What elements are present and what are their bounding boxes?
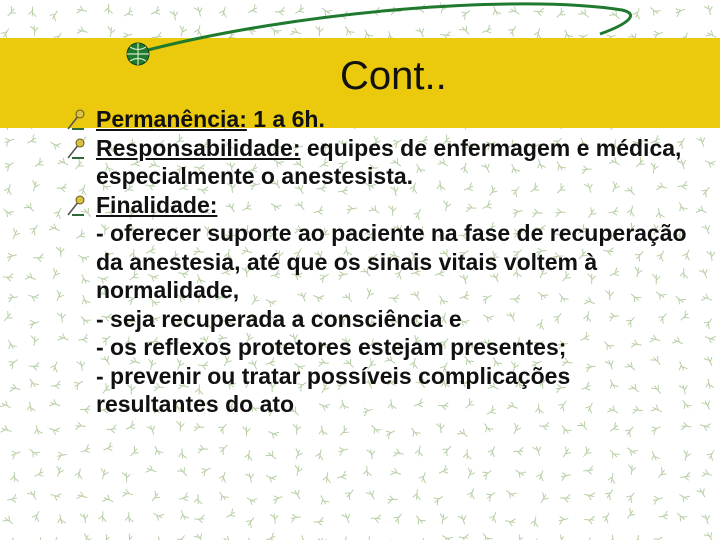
pattern-sprig bbox=[245, 494, 257, 506]
pattern-sprig bbox=[388, 495, 398, 503]
pattern-sprig bbox=[216, 490, 228, 503]
pattern-sprig bbox=[604, 487, 616, 500]
pattern-sprig bbox=[658, 511, 669, 521]
bullet-label: Permanência: bbox=[96, 106, 247, 132]
pattern-sprig bbox=[264, 533, 276, 540]
pattern-sprig bbox=[4, 183, 14, 195]
pattern-sprig bbox=[194, 515, 204, 523]
pattern-sprig bbox=[292, 448, 303, 460]
pattern-sprig bbox=[7, 356, 20, 369]
pattern-sprig bbox=[583, 490, 595, 500]
pattern-sprig bbox=[580, 446, 592, 459]
pattern-sprig bbox=[178, 448, 187, 459]
pattern-sprig bbox=[530, 516, 539, 527]
pattern-sprig bbox=[315, 448, 325, 459]
pattern-sprig bbox=[337, 537, 349, 540]
pattern-sprig bbox=[33, 254, 43, 262]
pattern-sprig bbox=[27, 446, 40, 458]
pattern-sprig bbox=[245, 472, 255, 484]
pattern-sprig bbox=[337, 425, 350, 438]
pattern-sprig bbox=[699, 421, 711, 431]
pattern-sprig bbox=[194, 532, 206, 540]
pattern-sprig bbox=[364, 536, 373, 540]
pattern-sprig bbox=[75, 422, 85, 431]
pattern-sprig bbox=[415, 445, 424, 456]
pattern-sprig bbox=[392, 511, 404, 524]
pattern-sprig bbox=[675, 510, 688, 523]
pattern-sprig bbox=[27, 489, 39, 502]
pattern-sprig bbox=[57, 312, 66, 323]
pattern-sprig bbox=[146, 465, 158, 476]
pattern-sprig bbox=[198, 445, 208, 453]
pattern-sprig bbox=[559, 423, 572, 436]
sub-item bbox=[96, 362, 696, 419]
pattern-sprig bbox=[539, 422, 549, 430]
pattern-sprig bbox=[53, 290, 64, 302]
pattern-sprig bbox=[624, 508, 636, 521]
pattern-sprig bbox=[74, 229, 87, 241]
pattern-sprig bbox=[706, 448, 718, 461]
pattern-sprig bbox=[200, 464, 213, 476]
pattern-sprig bbox=[8, 293, 19, 302]
pattern-sprig bbox=[3, 135, 15, 146]
pattern-sprig bbox=[480, 531, 493, 540]
pattern-sprig bbox=[1, 425, 13, 436]
pattern-sprig bbox=[438, 513, 448, 524]
pattern-sprig bbox=[601, 511, 613, 524]
sub-item bbox=[96, 305, 696, 334]
pattern-sprig bbox=[337, 445, 349, 456]
pattern-sprig bbox=[481, 421, 493, 434]
pattern-sprig bbox=[27, 291, 39, 302]
pattern-sprig bbox=[29, 362, 39, 370]
pattern-sprig bbox=[80, 533, 91, 540]
pattern-sprig bbox=[701, 513, 712, 525]
pattern-sprig bbox=[3, 273, 13, 282]
pattern-sprig bbox=[222, 535, 235, 540]
pattern-sprig bbox=[485, 489, 498, 501]
pattern-sprig bbox=[560, 471, 571, 481]
pattern-sprig bbox=[79, 294, 90, 306]
pin-icon bbox=[66, 109, 86, 131]
slide-content bbox=[96, 105, 696, 419]
pattern-sprig bbox=[336, 471, 348, 482]
pattern-sprig bbox=[32, 424, 42, 436]
pattern-sprig bbox=[390, 467, 402, 478]
sub-item bbox=[96, 219, 696, 305]
pattern-sprig bbox=[393, 449, 404, 459]
pattern-sprig bbox=[293, 465, 303, 476]
pattern-sprig bbox=[697, 136, 708, 148]
pattern-sprig bbox=[489, 511, 500, 523]
pattern-sprig bbox=[458, 533, 469, 540]
pattern-sprig bbox=[1, 311, 14, 324]
pattern-sprig bbox=[31, 510, 42, 522]
pattern-sprig bbox=[122, 472, 130, 482]
pattern-sprig bbox=[487, 445, 498, 457]
pattern-sprig bbox=[49, 491, 61, 502]
pattern-sprig bbox=[270, 513, 279, 524]
pattern-sprig bbox=[0, 400, 13, 412]
pattern-sprig bbox=[50, 536, 60, 540]
pattern-sprig bbox=[555, 534, 567, 540]
pattern-sprig bbox=[577, 420, 590, 433]
pattern-sprig bbox=[155, 536, 165, 540]
swoosh-decoration bbox=[0, 0, 720, 60]
pattern-sprig bbox=[77, 360, 87, 371]
sub-item-text: - oferecer suporte ao paciente na fase de recuperação da anestesia, até que os sinais vitais voltem à normalidade, bbox=[96, 220, 687, 303]
pattern-sprig bbox=[441, 444, 454, 457]
pattern-sprig bbox=[217, 421, 230, 434]
pattern-sprig bbox=[344, 487, 357, 500]
pattern-sprig bbox=[704, 531, 716, 540]
pattern-sprig bbox=[79, 444, 91, 455]
pattern-sprig bbox=[298, 534, 309, 540]
pattern-sprig bbox=[10, 448, 22, 459]
pattern-sprig bbox=[10, 384, 21, 394]
pattern-sprig bbox=[26, 401, 36, 412]
pattern-sprig bbox=[652, 494, 664, 505]
pattern-sprig bbox=[80, 513, 90, 524]
pattern-sprig bbox=[699, 267, 710, 279]
pattern-sprig bbox=[703, 316, 715, 329]
pattern-sprig bbox=[432, 493, 445, 505]
pattern-sprig bbox=[25, 135, 38, 147]
pattern-sprig bbox=[701, 399, 713, 412]
pattern-sprig bbox=[99, 468, 109, 480]
pattern-sprig bbox=[677, 491, 690, 503]
pattern-sprig bbox=[464, 468, 475, 480]
pattern-sprig bbox=[76, 252, 89, 264]
sub-item-text: - prevenir ou tratar possíveis complicações resultantes do ato bbox=[96, 362, 571, 417]
pattern-sprig bbox=[218, 442, 231, 455]
pattern-sprig bbox=[367, 449, 376, 460]
pattern-sprig bbox=[78, 313, 91, 326]
pattern-sprig bbox=[413, 489, 422, 500]
pattern-sprig bbox=[418, 471, 429, 483]
pattern-sprig bbox=[1, 206, 14, 218]
pattern-sprig bbox=[33, 468, 46, 480]
pattern-sprig bbox=[224, 509, 237, 521]
pattern-sprig bbox=[703, 157, 715, 168]
pattern-sprig bbox=[608, 534, 617, 540]
pattern-sprig bbox=[702, 469, 714, 479]
pattern-sprig bbox=[266, 450, 279, 463]
pattern-sprig bbox=[704, 378, 714, 389]
pattern-sprig bbox=[242, 426, 250, 436]
pattern-sprig bbox=[218, 471, 229, 483]
pattern-sprig bbox=[634, 535, 643, 540]
pattern-sprig bbox=[106, 425, 116, 434]
pattern-sprig bbox=[290, 513, 301, 523]
pattern-sprig bbox=[72, 378, 85, 390]
pattern-sprig bbox=[56, 513, 66, 525]
pattern-sprig bbox=[26, 376, 38, 389]
pattern-sprig bbox=[655, 467, 668, 480]
pattern-sprig bbox=[28, 318, 40, 329]
pattern-sprig bbox=[102, 442, 114, 453]
pattern-sprig bbox=[384, 427, 397, 439]
pattern-sprig bbox=[513, 467, 526, 479]
pattern-sprig bbox=[2, 515, 15, 527]
pattern-sprig bbox=[366, 489, 378, 502]
slide-title: Cont.. bbox=[340, 54, 447, 98]
pattern-sprig bbox=[272, 493, 284, 504]
pattern-sprig bbox=[147, 424, 158, 436]
pattern-sprig bbox=[9, 228, 20, 240]
pattern-sprig bbox=[513, 447, 523, 455]
pattern-sprig bbox=[50, 381, 61, 391]
pattern-sprig bbox=[30, 336, 39, 347]
pattern-sprig bbox=[293, 424, 301, 434]
pattern-sprig bbox=[408, 425, 420, 438]
pattern-sprig bbox=[244, 449, 253, 460]
pattern-sprig bbox=[176, 533, 188, 540]
pattern-sprig bbox=[72, 159, 85, 172]
pattern-sprig bbox=[363, 466, 372, 477]
pattern-sprig bbox=[194, 423, 204, 431]
pattern-sprig bbox=[607, 447, 620, 460]
pattern-sprig bbox=[80, 405, 90, 413]
pattern-sprig bbox=[123, 534, 136, 540]
pattern-sprig bbox=[536, 469, 547, 481]
pattern-sprig bbox=[124, 421, 137, 433]
pattern-sprig bbox=[707, 250, 716, 261]
pattern-sprig bbox=[313, 517, 324, 526]
pattern-sprig bbox=[504, 487, 517, 499]
pattern-sprig bbox=[583, 466, 594, 475]
pattern-sprig bbox=[178, 493, 190, 503]
pattern-sprig bbox=[608, 422, 621, 434]
pattern-sprig bbox=[467, 487, 478, 499]
pattern-sprig bbox=[607, 472, 617, 483]
pattern-sprig bbox=[413, 513, 426, 526]
pattern-sprig bbox=[538, 492, 550, 505]
pattern-sprig bbox=[30, 180, 41, 192]
pattern-sprig bbox=[10, 472, 19, 482]
pattern-sprig bbox=[24, 202, 37, 215]
pattern-sprig bbox=[78, 273, 90, 286]
pattern-sprig bbox=[317, 494, 329, 507]
pattern-sprig bbox=[504, 517, 515, 527]
pattern-sprig bbox=[625, 445, 638, 457]
pattern-sprig bbox=[700, 185, 712, 198]
pattern-sprig bbox=[560, 447, 572, 460]
pattern-sprig bbox=[78, 334, 90, 344]
pattern-sprig bbox=[701, 293, 713, 304]
pattern-sprig bbox=[625, 490, 637, 503]
pattern-sprig bbox=[5, 338, 17, 351]
bullet-label: Responsabilidade: bbox=[96, 134, 301, 161]
pattern-sprig bbox=[3, 159, 16, 171]
pattern-sprig bbox=[533, 445, 544, 457]
pattern-sprig bbox=[9, 536, 21, 540]
bullet-responsabilidade bbox=[96, 134, 696, 191]
pattern-sprig bbox=[291, 488, 303, 501]
pattern-sprig bbox=[48, 425, 60, 436]
pattern-sprig bbox=[98, 511, 107, 521]
sub-item bbox=[96, 333, 696, 362]
pattern-sprig bbox=[6, 251, 18, 261]
pattern-sprig bbox=[56, 246, 65, 257]
pattern-sprig bbox=[77, 491, 89, 501]
pattern-sprig bbox=[702, 223, 713, 235]
pattern-sprig bbox=[369, 422, 382, 435]
pattern-sprig bbox=[6, 494, 18, 504]
pattern-sprig bbox=[151, 510, 164, 522]
pattern-sprig bbox=[627, 465, 636, 476]
pattern-sprig bbox=[245, 515, 257, 528]
pattern-sprig bbox=[681, 422, 691, 431]
pattern-sprig bbox=[54, 466, 65, 478]
pattern-sprig bbox=[370, 514, 381, 523]
pattern-sprig bbox=[704, 333, 716, 344]
pattern-sprig bbox=[437, 465, 450, 477]
pattern-sprig bbox=[264, 472, 276, 483]
sub-item-text: - os reflexos protetores estejam presentes; bbox=[96, 334, 567, 360]
pattern-sprig bbox=[440, 532, 453, 540]
pattern-sprig bbox=[584, 516, 594, 525]
bullet-finalidade bbox=[96, 191, 696, 220]
pattern-sprig bbox=[194, 494, 202, 504]
pattern-sprig bbox=[457, 428, 470, 440]
pattern-sprig bbox=[178, 509, 189, 521]
pattern-sprig bbox=[122, 489, 133, 499]
pattern-sprig bbox=[56, 184, 66, 193]
pin-icon bbox=[66, 138, 86, 160]
pattern-sprig bbox=[680, 472, 691, 481]
pattern-sprig bbox=[56, 450, 67, 460]
pattern-sprig bbox=[74, 468, 84, 479]
bullet-label: Finalidade: bbox=[96, 191, 218, 218]
pattern-sprig bbox=[458, 514, 469, 526]
pattern-sprig bbox=[342, 512, 353, 524]
pattern-sprig bbox=[696, 487, 708, 500]
pattern-sprig bbox=[125, 512, 134, 523]
pattern-sprig bbox=[49, 139, 62, 151]
pattern-sprig bbox=[176, 421, 184, 431]
pattern-sprig bbox=[481, 467, 494, 479]
pattern-sprig bbox=[177, 466, 190, 479]
pattern-sprig bbox=[49, 399, 61, 410]
pattern-sprig bbox=[681, 450, 691, 462]
pattern-sprig bbox=[49, 268, 60, 280]
bullet-permanencia bbox=[96, 105, 696, 134]
bullet-text: equipes de enfermagem e médica, especialmente o anestesista. bbox=[96, 134, 682, 189]
pattern-sprig bbox=[652, 534, 665, 540]
pattern-sprig bbox=[28, 223, 40, 236]
pattern-sprig bbox=[151, 444, 163, 457]
pattern-sprig bbox=[100, 534, 113, 540]
pattern-sprig bbox=[25, 272, 37, 283]
globe-icon bbox=[124, 40, 152, 68]
pattern-sprig bbox=[650, 423, 663, 435]
pattern-sprig bbox=[317, 425, 327, 436]
pattern-sprig bbox=[49, 223, 61, 235]
pattern-sprig bbox=[50, 360, 61, 372]
pattern-sprig bbox=[323, 472, 332, 483]
bullet-text: 1 a 6h. bbox=[246, 106, 325, 132]
pattern-sprig bbox=[102, 494, 114, 505]
pattern-sprig bbox=[624, 424, 636, 437]
pattern-sprig bbox=[560, 494, 570, 502]
pattern-sprig bbox=[149, 491, 161, 504]
pattern-sprig bbox=[463, 449, 471, 459]
pattern-sprig bbox=[696, 205, 708, 216]
pattern-sprig bbox=[436, 423, 445, 434]
pattern-sprig bbox=[128, 446, 141, 459]
pattern-sprig bbox=[58, 333, 70, 344]
pattern-sprig bbox=[704, 355, 716, 368]
pattern-sprig bbox=[32, 158, 45, 170]
pattern-sprig bbox=[558, 515, 570, 525]
pattern-sprig bbox=[510, 423, 521, 435]
pattern-sprig bbox=[267, 428, 279, 440]
pattern-sprig bbox=[648, 450, 659, 462]
pin-icon bbox=[66, 195, 86, 217]
pattern-sprig bbox=[513, 535, 526, 540]
pattern-sprig bbox=[53, 206, 65, 218]
sub-item-text: - seja recuperada a consciência e bbox=[96, 305, 462, 332]
